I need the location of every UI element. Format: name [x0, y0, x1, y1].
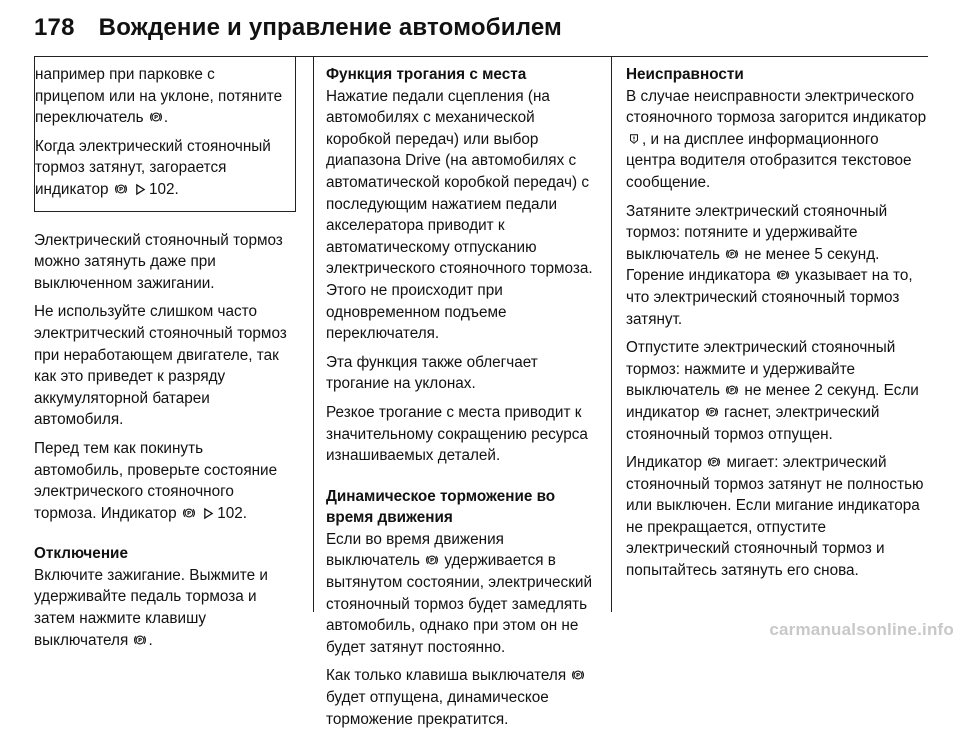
parking-brake-icon — [133, 633, 147, 647]
section-heading: Функция трогания с места — [326, 66, 527, 83]
parking-brake-icon — [725, 383, 739, 397]
parking-brake-icon — [705, 405, 719, 419]
page-title: Вождение и управление автомобилем — [98, 14, 563, 41]
parking-brake-icon — [425, 553, 439, 567]
parking-brake-icon — [114, 182, 128, 196]
page-reference[interactable]: 102. — [149, 180, 179, 198]
paragraph: Как только клавиша выключателя будет отпущена, динамическое торможение прекратится. — [326, 665, 594, 730]
paragraph: Затяните электрический стояночный тормоз: потяните и удерживайте выключатель не менее 5 секунд. Горение индикатора указывает на то, что электрический стояночный тормоз затянут. — [626, 202, 913, 328]
column-divider — [611, 56, 612, 612]
paragraph: Нажатие педали сцепления (на автомобилях с механической коробкой передач) или выбор диапазона Drive (на автомобилях с автоматической коробкой передач) с последующим нажатием педали акселератора приводит к автоматическому отпусканию электрического стояночного тормоза. Этого не происходит при одновременном подъеме переключателя. — [326, 87, 593, 343]
note-box — [34, 56, 296, 212]
paragraph: Эта функция также облегчает трогание на уклонах. — [326, 353, 538, 393]
brake-fault-icon — [627, 132, 641, 146]
triangle-ref-icon — [203, 507, 214, 520]
column-right — [626, 56, 928, 612]
paragraph: В случае неисправности электрического стояночного тормоза загорится индикатор , и на дисплее информационного центра водителя отобразится текстовое сообщение. — [626, 87, 927, 191]
paragraph: Отпустите электрический стояночный тормоз: нажмите и удерживайте выключатель не менее 2 секунд. Если индикатор гаснет, электрический стояночный тормоз отпущен. — [626, 339, 919, 443]
section-heading: Динамическое торможение во время движения — [326, 487, 556, 527]
column-divider — [313, 56, 314, 612]
paragraph: Электрический стояночный тормоз можно затянуть даже при выключенном зажигании. — [34, 231, 283, 292]
page-reference[interactable]: 102. — [217, 504, 247, 522]
parking-brake-icon — [707, 455, 721, 469]
note-paragraph: например при парковке с прицепом или на уклоне, потяните переключатель . — [35, 66, 283, 127]
parking-brake-icon — [571, 668, 585, 682]
parking-brake-icon — [182, 506, 196, 520]
triangle-ref-icon — [135, 183, 146, 196]
paragraph: Индикатор мигает: электрический стояночный тормоз затянут не полностью или выключен. Если мигание индикатора не прекращается, отпустите электрический стояночный тормоз и попытайтесь затянуть его снова. — [626, 454, 924, 580]
section-heading: Отключение — [34, 545, 128, 563]
paragraph: Если во время движения выключатель удерживается в вытянутом состоянии, электрический стояночный тормоз будет замедлять автомобиль, однако при этом он не будет затянут постоянно. — [326, 530, 592, 656]
page-number: 178 — [34, 14, 75, 41]
paragraph: Резкое трогание с места приводит к значительному сокращению ресурса изнашиваемых деталей. — [326, 403, 588, 465]
column-left — [34, 56, 296, 649]
page-header — [34, 0, 928, 57]
section-heading: Неисправности — [626, 66, 744, 83]
parking-brake-icon — [149, 110, 163, 124]
paragraph: Перед тем как покинуть автомобиль, проверьте состояние электрического стояночного тормоза. Индикатор 102. — [34, 439, 278, 522]
parking-brake-icon — [725, 247, 739, 261]
watermark[interactable]: carmanualsonline.info — [769, 620, 954, 639]
parking-brake-icon — [776, 268, 790, 282]
note-paragraph: Когда электрический стояночный тормоз затянут, загорается индикатор 102. — [35, 137, 271, 198]
paragraph: Не используйте слишком часто электритческий стояночный тормоз при неработающем двигателе, так как это приведет к разряду аккумуляторной батареи автомобиля. — [34, 303, 287, 429]
column-middle — [326, 56, 594, 728]
paragraph: Включите зажигание. Выжмите и удерживайте педаль тормоза и затем нажмите клавишу выключателя . — [34, 566, 268, 649]
